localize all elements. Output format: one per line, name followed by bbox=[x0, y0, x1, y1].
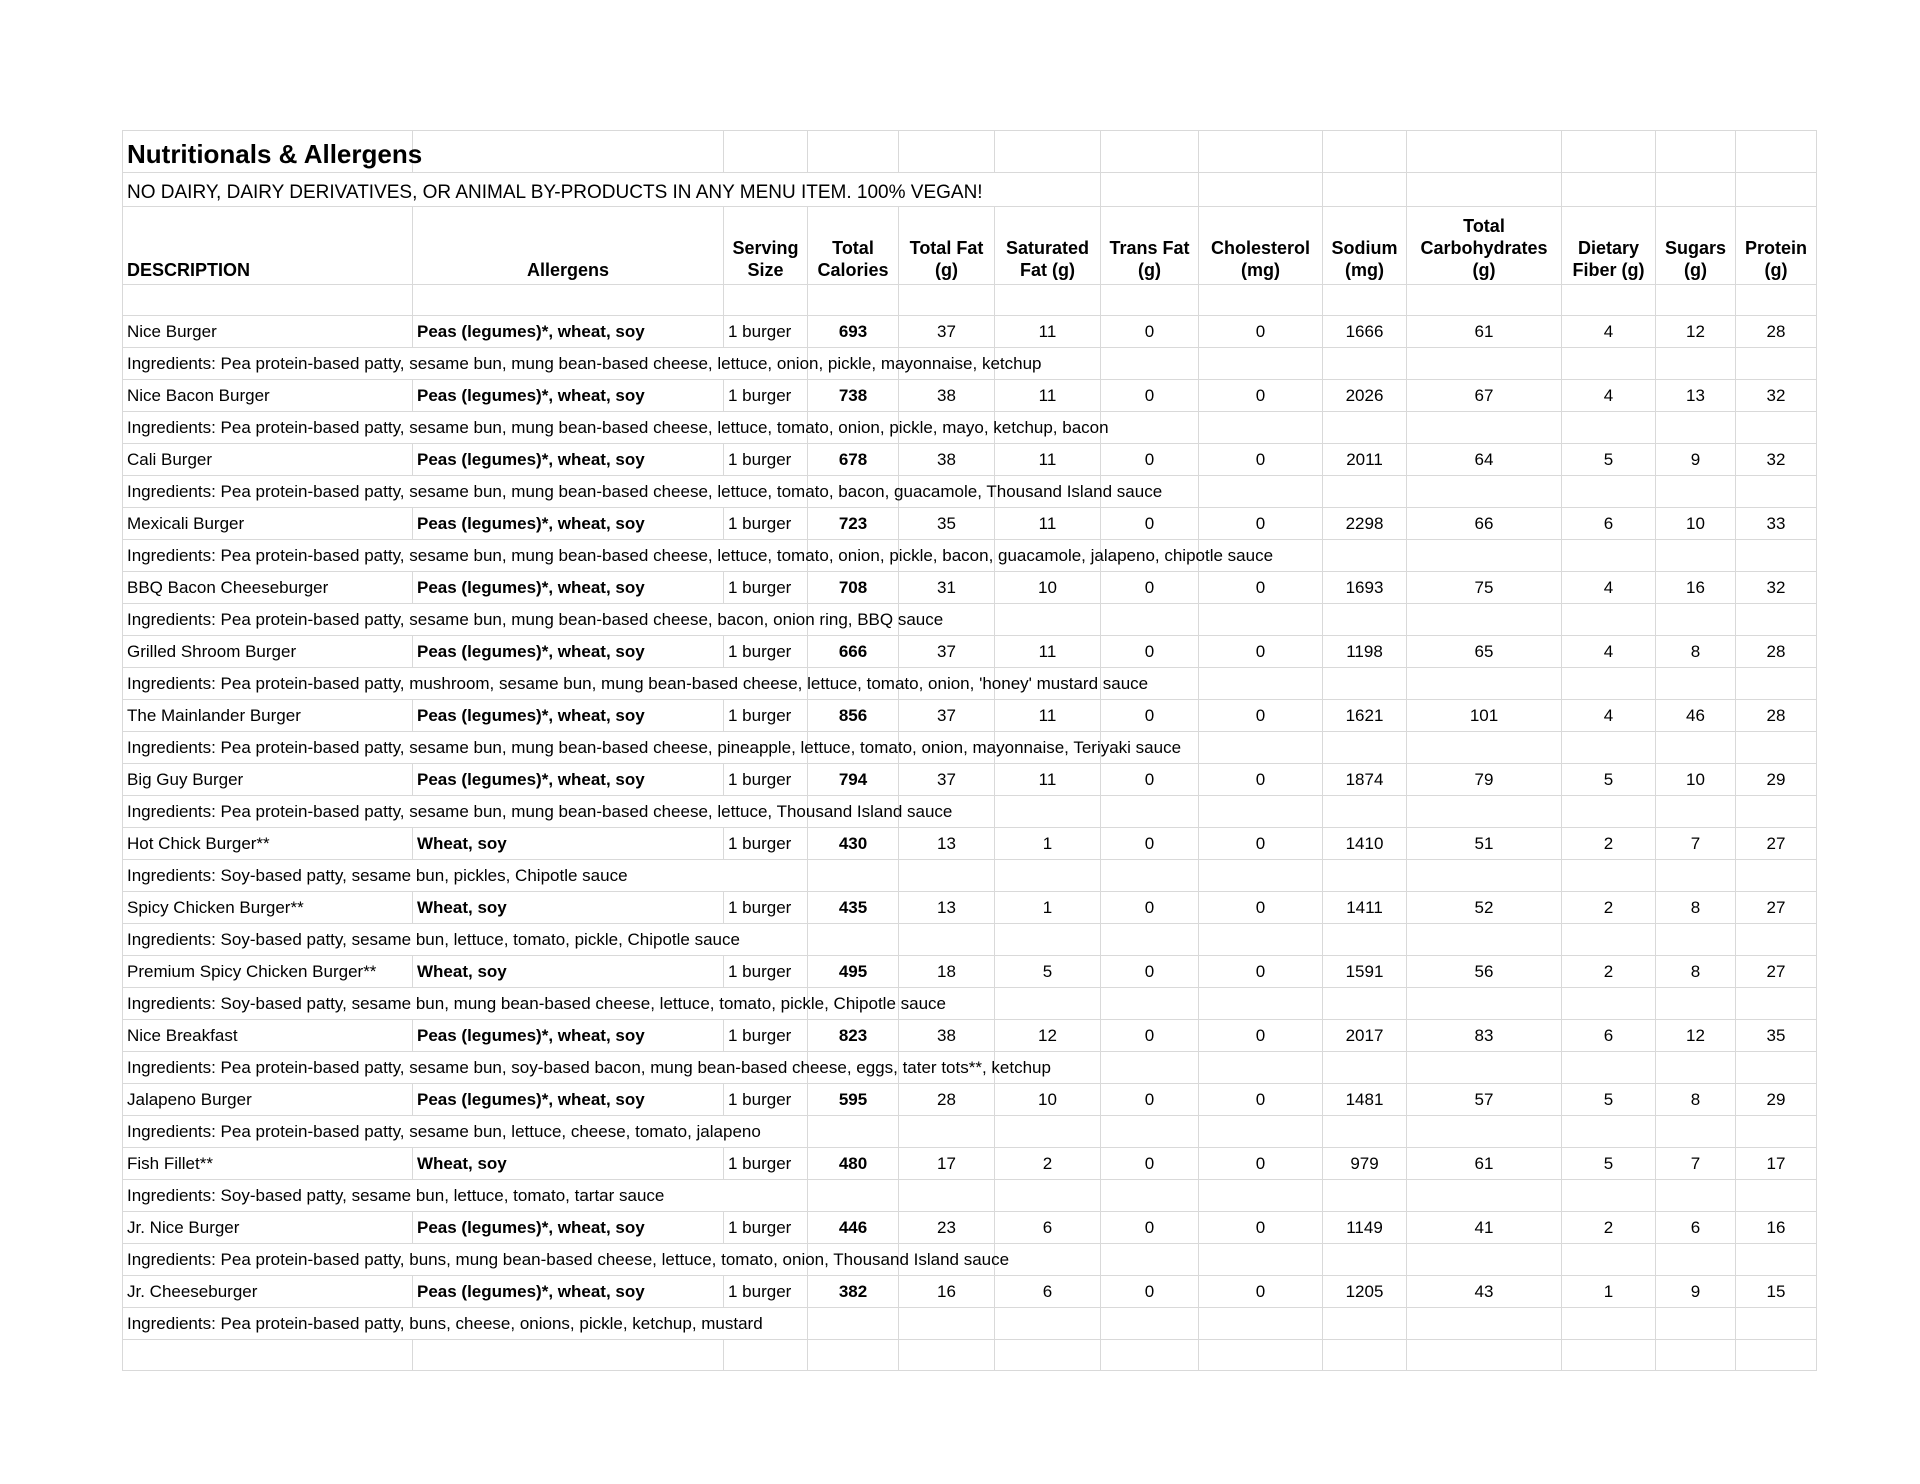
item-serving-size: 1 burger bbox=[724, 636, 808, 668]
item-cholesterol: 0 bbox=[1199, 1020, 1323, 1052]
item-saturated-fat: 11 bbox=[995, 636, 1101, 668]
item-protein: 32 bbox=[1736, 444, 1817, 476]
item-sugars: 10 bbox=[1656, 764, 1736, 796]
item-total-carbohydrates: 67 bbox=[1407, 380, 1562, 412]
item-serving-size: 1 burger bbox=[724, 764, 808, 796]
table-row bbox=[123, 316, 1817, 348]
item-ingredients: Ingredients: Soy-based patty, sesame bun, lettuce, tomato, pickle, Chipotle sauce bbox=[123, 924, 808, 956]
item-serving-size: 1 burger bbox=[724, 508, 808, 540]
item-sugars: 9 bbox=[1656, 1276, 1736, 1308]
item-trans-fat: 0 bbox=[1101, 572, 1199, 604]
item-sodium: 1410 bbox=[1323, 828, 1407, 860]
item-dietary-fiber: 4 bbox=[1562, 380, 1656, 412]
item-calories: 856 bbox=[808, 700, 899, 732]
item-calories: 480 bbox=[808, 1148, 899, 1180]
item-ingredients: Ingredients: Soy-based patty, sesame bun, pickles, Chipotle sauce bbox=[123, 860, 808, 892]
table-row bbox=[123, 764, 1817, 796]
item-total-fat: 31 bbox=[899, 572, 995, 604]
item-total-fat: 17 bbox=[899, 1148, 995, 1180]
item-protein: 28 bbox=[1736, 316, 1817, 348]
table-row bbox=[123, 828, 1817, 860]
blank-row bbox=[123, 285, 1817, 316]
item-total-carbohydrates: 43 bbox=[1407, 1276, 1562, 1308]
ingredients-row bbox=[123, 476, 1817, 508]
item-calories: 794 bbox=[808, 764, 899, 796]
item-ingredients: Ingredients: Pea protein-based patty, sesame bun, soy-based bacon, mung bean-based cheese, eggs, tater tots**, ketchup bbox=[123, 1052, 808, 1084]
item-trans-fat: 0 bbox=[1101, 1212, 1199, 1244]
item-trans-fat: 0 bbox=[1101, 1148, 1199, 1180]
table-row bbox=[123, 1020, 1817, 1052]
item-sodium: 1205 bbox=[1323, 1276, 1407, 1308]
item-sugars: 7 bbox=[1656, 828, 1736, 860]
item-sodium: 2017 bbox=[1323, 1020, 1407, 1052]
item-sodium: 1666 bbox=[1323, 316, 1407, 348]
item-allergens: Peas (legumes)*, wheat, soy bbox=[413, 1084, 724, 1116]
item-name: Cali Burger bbox=[123, 444, 413, 476]
header-dietary-fiber: Dietary Fiber (g) bbox=[1562, 207, 1656, 285]
item-sugars: 13 bbox=[1656, 380, 1736, 412]
table-row bbox=[123, 956, 1817, 988]
item-allergens: Peas (legumes)*, wheat, soy bbox=[413, 572, 724, 604]
item-trans-fat: 0 bbox=[1101, 1084, 1199, 1116]
item-cholesterol: 0 bbox=[1199, 444, 1323, 476]
item-total-fat: 18 bbox=[899, 956, 995, 988]
item-serving-size: 1 burger bbox=[724, 572, 808, 604]
item-ingredients: Ingredients: Soy-based patty, sesame bun, lettuce, tomato, tartar sauce bbox=[123, 1180, 808, 1212]
item-allergens: Peas (legumes)*, wheat, soy bbox=[413, 508, 724, 540]
item-dietary-fiber: 5 bbox=[1562, 1148, 1656, 1180]
header-sugars: Sugars (g) bbox=[1656, 207, 1736, 285]
item-total-fat: 37 bbox=[899, 700, 995, 732]
item-total-carbohydrates: 75 bbox=[1407, 572, 1562, 604]
item-serving-size: 1 burger bbox=[724, 956, 808, 988]
item-protein: 16 bbox=[1736, 1212, 1817, 1244]
header-total-fat: Total Fat (g) bbox=[899, 207, 995, 285]
item-saturated-fat: 10 bbox=[995, 572, 1101, 604]
ingredients-row bbox=[123, 988, 1817, 1020]
item-allergens: Peas (legumes)*, wheat, soy bbox=[413, 316, 724, 348]
nutrition-sheet bbox=[122, 130, 1816, 1371]
item-saturated-fat: 5 bbox=[995, 956, 1101, 988]
ingredients-row bbox=[123, 1116, 1817, 1148]
item-trans-fat: 0 bbox=[1101, 444, 1199, 476]
ingredients-row bbox=[123, 860, 1817, 892]
item-sodium: 979 bbox=[1323, 1148, 1407, 1180]
item-serving-size: 1 burger bbox=[724, 316, 808, 348]
item-allergens: Peas (legumes)*, wheat, soy bbox=[413, 764, 724, 796]
header-saturated-fat: Saturated Fat (g) bbox=[995, 207, 1101, 285]
item-name: Nice Breakfast bbox=[123, 1020, 413, 1052]
item-dietary-fiber: 1 bbox=[1562, 1276, 1656, 1308]
item-trans-fat: 0 bbox=[1101, 636, 1199, 668]
item-calories: 693 bbox=[808, 316, 899, 348]
item-name: Jr. Cheeseburger bbox=[123, 1276, 413, 1308]
item-serving-size: 1 burger bbox=[724, 1020, 808, 1052]
item-calories: 678 bbox=[808, 444, 899, 476]
item-serving-size: 1 burger bbox=[724, 1276, 808, 1308]
item-sugars: 8 bbox=[1656, 956, 1736, 988]
item-sodium: 1481 bbox=[1323, 1084, 1407, 1116]
item-protein: 29 bbox=[1736, 764, 1817, 796]
item-serving-size: 1 burger bbox=[724, 1212, 808, 1244]
item-protein: 28 bbox=[1736, 700, 1817, 732]
item-ingredients: Ingredients: Soy-based patty, sesame bun, mung bean-based cheese, lettuce, tomato, pickle, Chipotle sauce bbox=[123, 988, 808, 1020]
item-calories: 595 bbox=[808, 1084, 899, 1116]
item-protein: 35 bbox=[1736, 1020, 1817, 1052]
item-total-fat: 37 bbox=[899, 636, 995, 668]
item-total-carbohydrates: 41 bbox=[1407, 1212, 1562, 1244]
item-saturated-fat: 11 bbox=[995, 508, 1101, 540]
item-total-fat: 16 bbox=[899, 1276, 995, 1308]
item-calories: 430 bbox=[808, 828, 899, 860]
item-calories: 708 bbox=[808, 572, 899, 604]
item-ingredients: Ingredients: Pea protein-based patty, sesame bun, mung bean-based cheese, lettuce, tomato, onion, pickle, bacon, guacamole, jalapeno, chipotle sauce bbox=[123, 540, 808, 572]
table-row bbox=[123, 700, 1817, 732]
item-calories: 723 bbox=[808, 508, 899, 540]
ingredients-row bbox=[123, 412, 1817, 444]
ingredients-row bbox=[123, 540, 1817, 572]
item-sugars: 6 bbox=[1656, 1212, 1736, 1244]
item-cholesterol: 0 bbox=[1199, 316, 1323, 348]
item-total-carbohydrates: 57 bbox=[1407, 1084, 1562, 1116]
item-serving-size: 1 burger bbox=[724, 828, 808, 860]
item-cholesterol: 0 bbox=[1199, 892, 1323, 924]
item-cholesterol: 0 bbox=[1199, 1148, 1323, 1180]
table-row bbox=[123, 1148, 1817, 1180]
table-row bbox=[123, 444, 1817, 476]
item-saturated-fat: 12 bbox=[995, 1020, 1101, 1052]
item-total-fat: 37 bbox=[899, 316, 995, 348]
item-protein: 32 bbox=[1736, 572, 1817, 604]
item-cholesterol: 0 bbox=[1199, 1212, 1323, 1244]
item-saturated-fat: 1 bbox=[995, 892, 1101, 924]
item-name: Big Guy Burger bbox=[123, 764, 413, 796]
item-name: Spicy Chicken Burger** bbox=[123, 892, 413, 924]
header-sodium: Sodium (mg) bbox=[1323, 207, 1407, 285]
ingredients-row bbox=[123, 1308, 1817, 1340]
table-row bbox=[123, 636, 1817, 668]
item-sugars: 8 bbox=[1656, 1084, 1736, 1116]
item-sodium: 2298 bbox=[1323, 508, 1407, 540]
table-row bbox=[123, 1084, 1817, 1116]
item-calories: 666 bbox=[808, 636, 899, 668]
item-saturated-fat: 6 bbox=[995, 1276, 1101, 1308]
title-row bbox=[123, 131, 1817, 173]
item-calories: 495 bbox=[808, 956, 899, 988]
item-trans-fat: 0 bbox=[1101, 700, 1199, 732]
ingredients-row bbox=[123, 924, 1817, 956]
nutrition-table bbox=[122, 130, 1817, 1371]
table-row bbox=[123, 892, 1817, 924]
item-saturated-fat: 11 bbox=[995, 764, 1101, 796]
item-name: Jalapeno Burger bbox=[123, 1084, 413, 1116]
item-cholesterol: 0 bbox=[1199, 508, 1323, 540]
item-protein: 27 bbox=[1736, 828, 1817, 860]
item-name: Mexicali Burger bbox=[123, 508, 413, 540]
item-total-carbohydrates: 66 bbox=[1407, 508, 1562, 540]
item-name: Fish Fillet** bbox=[123, 1148, 413, 1180]
item-ingredients: Ingredients: Pea protein-based patty, sesame bun, mung bean-based cheese, lettuce, Thousand Island sauce bbox=[123, 796, 808, 828]
item-sodium: 2011 bbox=[1323, 444, 1407, 476]
item-cholesterol: 0 bbox=[1199, 1276, 1323, 1308]
item-protein: 17 bbox=[1736, 1148, 1817, 1180]
item-sodium: 1621 bbox=[1323, 700, 1407, 732]
item-dietary-fiber: 5 bbox=[1562, 764, 1656, 796]
item-allergens: Peas (legumes)*, wheat, soy bbox=[413, 380, 724, 412]
ingredients-row bbox=[123, 604, 1817, 636]
item-sodium: 1411 bbox=[1323, 892, 1407, 924]
item-dietary-fiber: 4 bbox=[1562, 572, 1656, 604]
item-calories: 435 bbox=[808, 892, 899, 924]
item-cholesterol: 0 bbox=[1199, 956, 1323, 988]
table-row bbox=[123, 508, 1817, 540]
item-name: BBQ Bacon Cheeseburger bbox=[123, 572, 413, 604]
item-ingredients: Ingredients: Pea protein-based patty, sesame bun, mung bean-based cheese, lettuce, tomato, bacon, guacamole, Thousand Island sauce bbox=[123, 476, 808, 508]
item-total-carbohydrates: 65 bbox=[1407, 636, 1562, 668]
item-serving-size: 1 burger bbox=[724, 1148, 808, 1180]
item-trans-fat: 0 bbox=[1101, 316, 1199, 348]
item-dietary-fiber: 4 bbox=[1562, 700, 1656, 732]
item-cholesterol: 0 bbox=[1199, 380, 1323, 412]
item-total-carbohydrates: 52 bbox=[1407, 892, 1562, 924]
item-total-carbohydrates: 61 bbox=[1407, 1148, 1562, 1180]
item-saturated-fat: 11 bbox=[995, 444, 1101, 476]
item-serving-size: 1 burger bbox=[724, 380, 808, 412]
item-dietary-fiber: 5 bbox=[1562, 444, 1656, 476]
table-row bbox=[123, 380, 1817, 412]
item-total-fat: 28 bbox=[899, 1084, 995, 1116]
item-total-carbohydrates: 51 bbox=[1407, 828, 1562, 860]
item-trans-fat: 0 bbox=[1101, 508, 1199, 540]
item-protein: 32 bbox=[1736, 380, 1817, 412]
item-cholesterol: 0 bbox=[1199, 1084, 1323, 1116]
ingredients-row bbox=[123, 1052, 1817, 1084]
item-total-carbohydrates: 79 bbox=[1407, 764, 1562, 796]
header-total-carbohydrates: Total Carbohydrates (g) bbox=[1407, 207, 1562, 285]
item-sodium: 1198 bbox=[1323, 636, 1407, 668]
item-ingredients: Ingredients: Pea protein-based patty, buns, cheese, onions, pickle, ketchup, mustard bbox=[123, 1308, 808, 1340]
item-name: Nice Burger bbox=[123, 316, 413, 348]
item-protein: 15 bbox=[1736, 1276, 1817, 1308]
item-total-carbohydrates: 83 bbox=[1407, 1020, 1562, 1052]
item-calories: 446 bbox=[808, 1212, 899, 1244]
item-dietary-fiber: 2 bbox=[1562, 956, 1656, 988]
item-protein: 33 bbox=[1736, 508, 1817, 540]
ingredients-row bbox=[123, 796, 1817, 828]
item-allergens: Peas (legumes)*, wheat, soy bbox=[413, 1020, 724, 1052]
header-serving-size: Serving Size bbox=[724, 207, 808, 285]
item-ingredients: Ingredients: Pea protein-based patty, sesame bun, mung bean-based cheese, bacon, onion ring, BBQ sauce bbox=[123, 604, 808, 636]
item-total-fat: 38 bbox=[899, 444, 995, 476]
item-sodium: 2026 bbox=[1323, 380, 1407, 412]
table-row bbox=[123, 572, 1817, 604]
item-dietary-fiber: 2 bbox=[1562, 828, 1656, 860]
item-sugars: 12 bbox=[1656, 316, 1736, 348]
item-ingredients: Ingredients: Pea protein-based patty, sesame bun, mung bean-based cheese, lettuce, tomato, onion, pickle, mayo, ketchup, bacon bbox=[123, 412, 808, 444]
item-sodium: 1591 bbox=[1323, 956, 1407, 988]
item-sugars: 8 bbox=[1656, 636, 1736, 668]
item-trans-fat: 0 bbox=[1101, 380, 1199, 412]
item-dietary-fiber: 6 bbox=[1562, 508, 1656, 540]
item-sodium: 1149 bbox=[1323, 1212, 1407, 1244]
ingredients-row bbox=[123, 1244, 1817, 1276]
header-trans-fat: Trans Fat (g) bbox=[1101, 207, 1199, 285]
item-serving-size: 1 burger bbox=[724, 700, 808, 732]
blank-row bbox=[123, 1340, 1817, 1371]
vegan-notice: NO DAIRY, DAIRY DERIVATIVES, OR ANIMAL BY-PRODUCTS IN ANY MENU ITEM. 100% VEGAN! bbox=[123, 173, 1101, 207]
item-sodium: 1874 bbox=[1323, 764, 1407, 796]
item-ingredients: Ingredients: Pea protein-based patty, sesame bun, lettuce, cheese, tomato, jalapeno bbox=[123, 1116, 808, 1148]
item-allergens: Peas (legumes)*, wheat, soy bbox=[413, 700, 724, 732]
item-dietary-fiber: 6 bbox=[1562, 1020, 1656, 1052]
item-sugars: 8 bbox=[1656, 892, 1736, 924]
item-allergens: Peas (legumes)*, wheat, soy bbox=[413, 444, 724, 476]
table-row bbox=[123, 1276, 1817, 1308]
item-protein: 27 bbox=[1736, 892, 1817, 924]
item-allergens: Peas (legumes)*, wheat, soy bbox=[413, 1212, 724, 1244]
header-total-calories: Total Calories bbox=[808, 207, 899, 285]
item-saturated-fat: 6 bbox=[995, 1212, 1101, 1244]
item-total-fat: 38 bbox=[899, 380, 995, 412]
item-total-fat: 35 bbox=[899, 508, 995, 540]
item-total-fat: 37 bbox=[899, 764, 995, 796]
item-allergens: Wheat, soy bbox=[413, 828, 724, 860]
item-sugars: 46 bbox=[1656, 700, 1736, 732]
item-name: Premium Spicy Chicken Burger** bbox=[123, 956, 413, 988]
item-sugars: 7 bbox=[1656, 1148, 1736, 1180]
item-total-carbohydrates: 56 bbox=[1407, 956, 1562, 988]
item-allergens: Wheat, soy bbox=[413, 1148, 724, 1180]
ingredients-row bbox=[123, 1180, 1817, 1212]
item-allergens: Peas (legumes)*, wheat, soy bbox=[413, 636, 724, 668]
item-name: Nice Bacon Burger bbox=[123, 380, 413, 412]
item-protein: 29 bbox=[1736, 1084, 1817, 1116]
item-protein: 27 bbox=[1736, 956, 1817, 988]
item-serving-size: 1 burger bbox=[724, 1084, 808, 1116]
item-total-fat: 38 bbox=[899, 1020, 995, 1052]
page-title: Nutritionals & Allergens bbox=[123, 131, 413, 173]
item-ingredients: Ingredients: Pea protein-based patty, mushroom, sesame bun, mung bean-based cheese, lettuce, tomato, onion, 'honey' mustard sauce bbox=[123, 668, 808, 700]
ingredients-row bbox=[123, 668, 1817, 700]
item-dietary-fiber: 2 bbox=[1562, 1212, 1656, 1244]
header-allergens: Allergens bbox=[413, 207, 724, 285]
item-calories: 382 bbox=[808, 1276, 899, 1308]
item-cholesterol: 0 bbox=[1199, 764, 1323, 796]
item-total-fat: 23 bbox=[899, 1212, 995, 1244]
item-trans-fat: 0 bbox=[1101, 828, 1199, 860]
item-saturated-fat: 11 bbox=[995, 700, 1101, 732]
item-dietary-fiber: 5 bbox=[1562, 1084, 1656, 1116]
item-name: Grilled Shroom Burger bbox=[123, 636, 413, 668]
header-protein: Protein (g) bbox=[1736, 207, 1817, 285]
item-saturated-fat: 10 bbox=[995, 1084, 1101, 1116]
item-saturated-fat: 11 bbox=[995, 316, 1101, 348]
item-total-fat: 13 bbox=[899, 892, 995, 924]
item-allergens: Peas (legumes)*, wheat, soy bbox=[413, 1276, 724, 1308]
item-cholesterol: 0 bbox=[1199, 700, 1323, 732]
item-cholesterol: 0 bbox=[1199, 636, 1323, 668]
table-row bbox=[123, 1212, 1817, 1244]
ingredients-row bbox=[123, 732, 1817, 764]
item-ingredients: Ingredients: Pea protein-based patty, buns, mung bean-based cheese, lettuce, tomato, onion, Thousand Island sauce bbox=[123, 1244, 808, 1276]
item-total-carbohydrates: 64 bbox=[1407, 444, 1562, 476]
subtitle-row bbox=[123, 173, 1817, 207]
item-calories: 823 bbox=[808, 1020, 899, 1052]
item-sugars: 12 bbox=[1656, 1020, 1736, 1052]
header-description: DESCRIPTION bbox=[123, 207, 413, 285]
item-total-carbohydrates: 61 bbox=[1407, 316, 1562, 348]
item-trans-fat: 0 bbox=[1101, 764, 1199, 796]
header-row bbox=[123, 207, 1817, 285]
item-cholesterol: 0 bbox=[1199, 828, 1323, 860]
header-cholesterol: Cholesterol (mg) bbox=[1199, 207, 1323, 285]
item-sugars: 9 bbox=[1656, 444, 1736, 476]
item-cholesterol: 0 bbox=[1199, 572, 1323, 604]
item-sodium: 1693 bbox=[1323, 572, 1407, 604]
item-allergens: Wheat, soy bbox=[413, 956, 724, 988]
item-name: Jr. Nice Burger bbox=[123, 1212, 413, 1244]
item-dietary-fiber: 4 bbox=[1562, 316, 1656, 348]
item-serving-size: 1 burger bbox=[724, 892, 808, 924]
ingredients-row bbox=[123, 348, 1817, 380]
item-saturated-fat: 1 bbox=[995, 828, 1101, 860]
item-calories: 738 bbox=[808, 380, 899, 412]
item-protein: 28 bbox=[1736, 636, 1817, 668]
item-allergens: Wheat, soy bbox=[413, 892, 724, 924]
item-name: Hot Chick Burger** bbox=[123, 828, 413, 860]
item-sugars: 16 bbox=[1656, 572, 1736, 604]
item-sugars: 10 bbox=[1656, 508, 1736, 540]
item-dietary-fiber: 4 bbox=[1562, 636, 1656, 668]
item-saturated-fat: 2 bbox=[995, 1148, 1101, 1180]
item-total-fat: 13 bbox=[899, 828, 995, 860]
item-trans-fat: 0 bbox=[1101, 1276, 1199, 1308]
item-ingredients: Ingredients: Pea protein-based patty, sesame bun, mung bean-based cheese, lettuce, onion, pickle, mayonnaise, ketchup bbox=[123, 348, 808, 380]
item-total-carbohydrates: 101 bbox=[1407, 700, 1562, 732]
item-serving-size: 1 burger bbox=[724, 444, 808, 476]
item-ingredients: Ingredients: Pea protein-based patty, sesame bun, mung bean-based cheese, pineapple, lettuce, tomato, onion, mayonnaise, Teriyaki sauce bbox=[123, 732, 808, 764]
item-trans-fat: 0 bbox=[1101, 892, 1199, 924]
item-trans-fat: 0 bbox=[1101, 956, 1199, 988]
item-dietary-fiber: 2 bbox=[1562, 892, 1656, 924]
item-saturated-fat: 11 bbox=[995, 380, 1101, 412]
item-trans-fat: 0 bbox=[1101, 1020, 1199, 1052]
item-name: The Mainlander Burger bbox=[123, 700, 413, 732]
